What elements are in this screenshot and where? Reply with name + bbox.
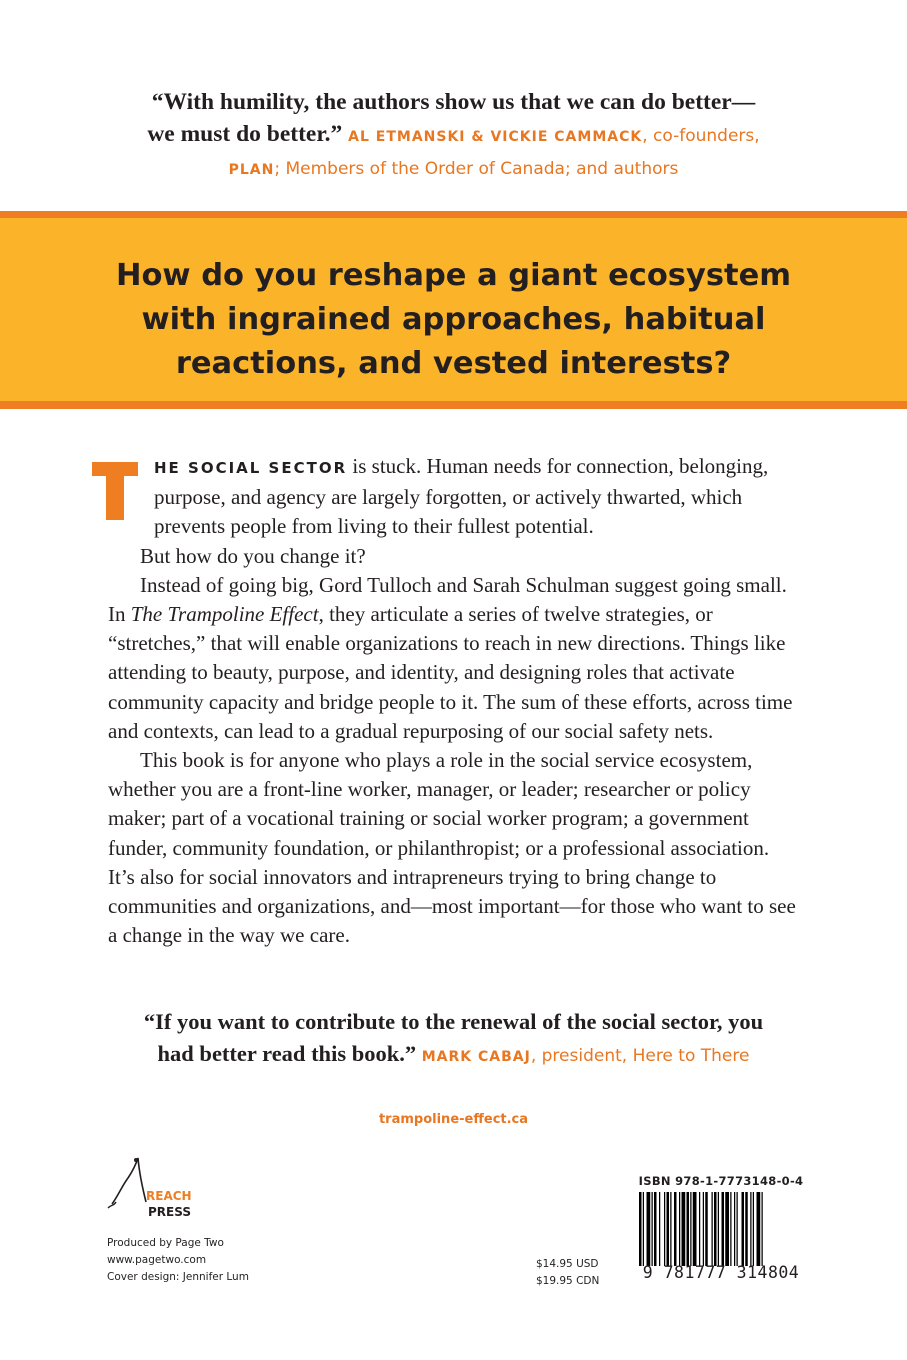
logo-word-press: PRESS (148, 1205, 191, 1219)
body-paragraph-2: But how do you change it? (140, 543, 366, 568)
price-usd: $14.95 USD (536, 1258, 599, 1270)
reach-press-logo (106, 1156, 216, 1224)
barcode-bar (693, 1192, 697, 1266)
drop-cap-text: T (114, 512, 116, 513)
barcode-bar (745, 1192, 748, 1266)
banner-headline (0, 254, 907, 386)
price-cdn: $19.95 CDN (536, 1275, 600, 1287)
body-paragraph-4: This book is for anyone who plays a role in the social service ecosystem, whether you are a front-line worker, manager, or leader; researcher or policy maker; part of a vocational training or social worker program; a government funder, community foundation, or philanthropist; or a professional association. It’s also for social innovators and intrapreneurs trying to bring change to communities and organizations, and—most important—for those who want to see a change in the way we care. (108, 748, 796, 948)
isbn-barcode-block (635, 1168, 807, 1292)
banner-line1: How do you reshape a giant ecosystem (115, 258, 792, 293)
top-quote-line2-text: we must do better.” (147, 121, 343, 147)
logo-dot-icon (134, 1158, 138, 1162)
bottom-endorsement-quote (0, 1006, 907, 1073)
barcode-bar (714, 1192, 717, 1266)
website-link[interactable]: trampoline-effect.ca (378, 1112, 529, 1127)
barcode-bar (639, 1192, 642, 1266)
barcode-bar (654, 1192, 657, 1266)
barcode-bar (753, 1192, 754, 1266)
barcode-bar (687, 1192, 690, 1266)
barcode-bar (674, 1192, 677, 1266)
barcode-bar (699, 1192, 700, 1266)
credit-cover-design: Cover design: Jennifer Lum (107, 1271, 249, 1283)
logo-word-reach: REACH (146, 1189, 192, 1203)
barcode-bar (670, 1192, 671, 1266)
barcode-bar (734, 1192, 735, 1266)
credit-website: www.pagetwo.com (107, 1254, 207, 1266)
barcode-bar (643, 1192, 644, 1266)
bottom-quote-attribution-name: MARK CABAJ (421, 1049, 531, 1065)
barcode-bar (750, 1192, 751, 1266)
barcode-bar (718, 1192, 719, 1266)
barcode-bar (652, 1192, 653, 1266)
top-endorsement-quote (0, 86, 907, 186)
barcode-bar (762, 1192, 763, 1266)
isbn-digits: 9 781777 314804 (642, 1263, 800, 1282)
bottom-quote-attribution (422, 1046, 750, 1066)
barcode-bar (722, 1192, 725, 1266)
body-paragraph-1 (108, 452, 800, 542)
barcode-bar (757, 1192, 761, 1266)
barcode-bar (703, 1192, 704, 1266)
bottom-quote-line2-text: had better read this book.” (157, 1041, 417, 1066)
top-quote-attribution-role: , co-founders, (642, 126, 760, 146)
production-credits (107, 1235, 249, 1286)
barcode-bar (664, 1192, 665, 1266)
top-quote-attribution-rest: ; Members of the Order of Canada; and authors (274, 159, 679, 179)
barcode-bar (737, 1192, 738, 1266)
body-description (108, 452, 800, 950)
top-quote-line2 (0, 118, 907, 153)
top-quote-line1: “With humility, the authors show us that we can do better— (151, 89, 756, 115)
logo-figure-icon (112, 1158, 146, 1204)
isbn-label: ISBN 978-1-7773148-0-4 (638, 1174, 804, 1188)
barcode-bar (679, 1192, 680, 1266)
barcode-bar (647, 1192, 651, 1266)
top-quote-attribution-org: PLAN (228, 162, 275, 178)
barcode-bar (742, 1192, 745, 1266)
bottom-quote-line2 (0, 1038, 907, 1073)
barcode-bar (712, 1192, 713, 1266)
bottom-quote-attribution-role: , president, Here to There (530, 1046, 750, 1066)
barcode-bar (690, 1192, 691, 1266)
banner-line3: reactions, and vested interests? (175, 346, 732, 381)
barcode-bar (667, 1192, 670, 1266)
banner-bottom-stripe (0, 401, 907, 409)
credit-producer: Produced by Page Two (107, 1237, 224, 1249)
price-block (536, 1256, 599, 1290)
barcode-bar (730, 1192, 731, 1266)
barcode-bar (725, 1192, 729, 1266)
paragraph-1-text: is stuck. Human needs for connection, belonging, purpose, and agency are largely forgotten, or actively thwarted, which prevents people from living to their fullest potential. (154, 454, 769, 539)
lead-in-small-caps: HE SOCIAL SECTOR (154, 459, 348, 477)
barcode-bar (682, 1192, 686, 1266)
top-quote-attribution (348, 126, 760, 146)
banner-line2: with ingrained approaches, habitual (141, 302, 766, 337)
bottom-quote-line1: “If you want to contribute to the renewal of the social sector, you (143, 1009, 764, 1034)
paragraph-3-rest: , they articulate a series of twelve strategies, or “stretches,” that will enable organizations to reach in new directions. Things like attending to beauty, purpose, and identity, and designing roles that activate community capacity and bridge people to it. The sum of these efforts, across time and contexts, can lead to a gradual repurposing of our social safety nets. (108, 602, 793, 743)
paragraph-3-start: Instead of going big, Gord Tulloch and Sarah Schulman suggest going small. In (108, 572, 787, 627)
barcode-bar (705, 1192, 708, 1266)
top-quote-attribution-line3 (0, 153, 907, 186)
banner-top-stripe (0, 211, 907, 218)
top-quote-attribution-names: AL ETMANSKI & VICKIE CAMMACK (348, 129, 643, 145)
book-title: The Trampoline Effect (130, 602, 319, 627)
barcode-icon (639, 1192, 803, 1266)
body-paragraph-3 (108, 571, 800, 746)
barcode-bar (659, 1192, 660, 1266)
